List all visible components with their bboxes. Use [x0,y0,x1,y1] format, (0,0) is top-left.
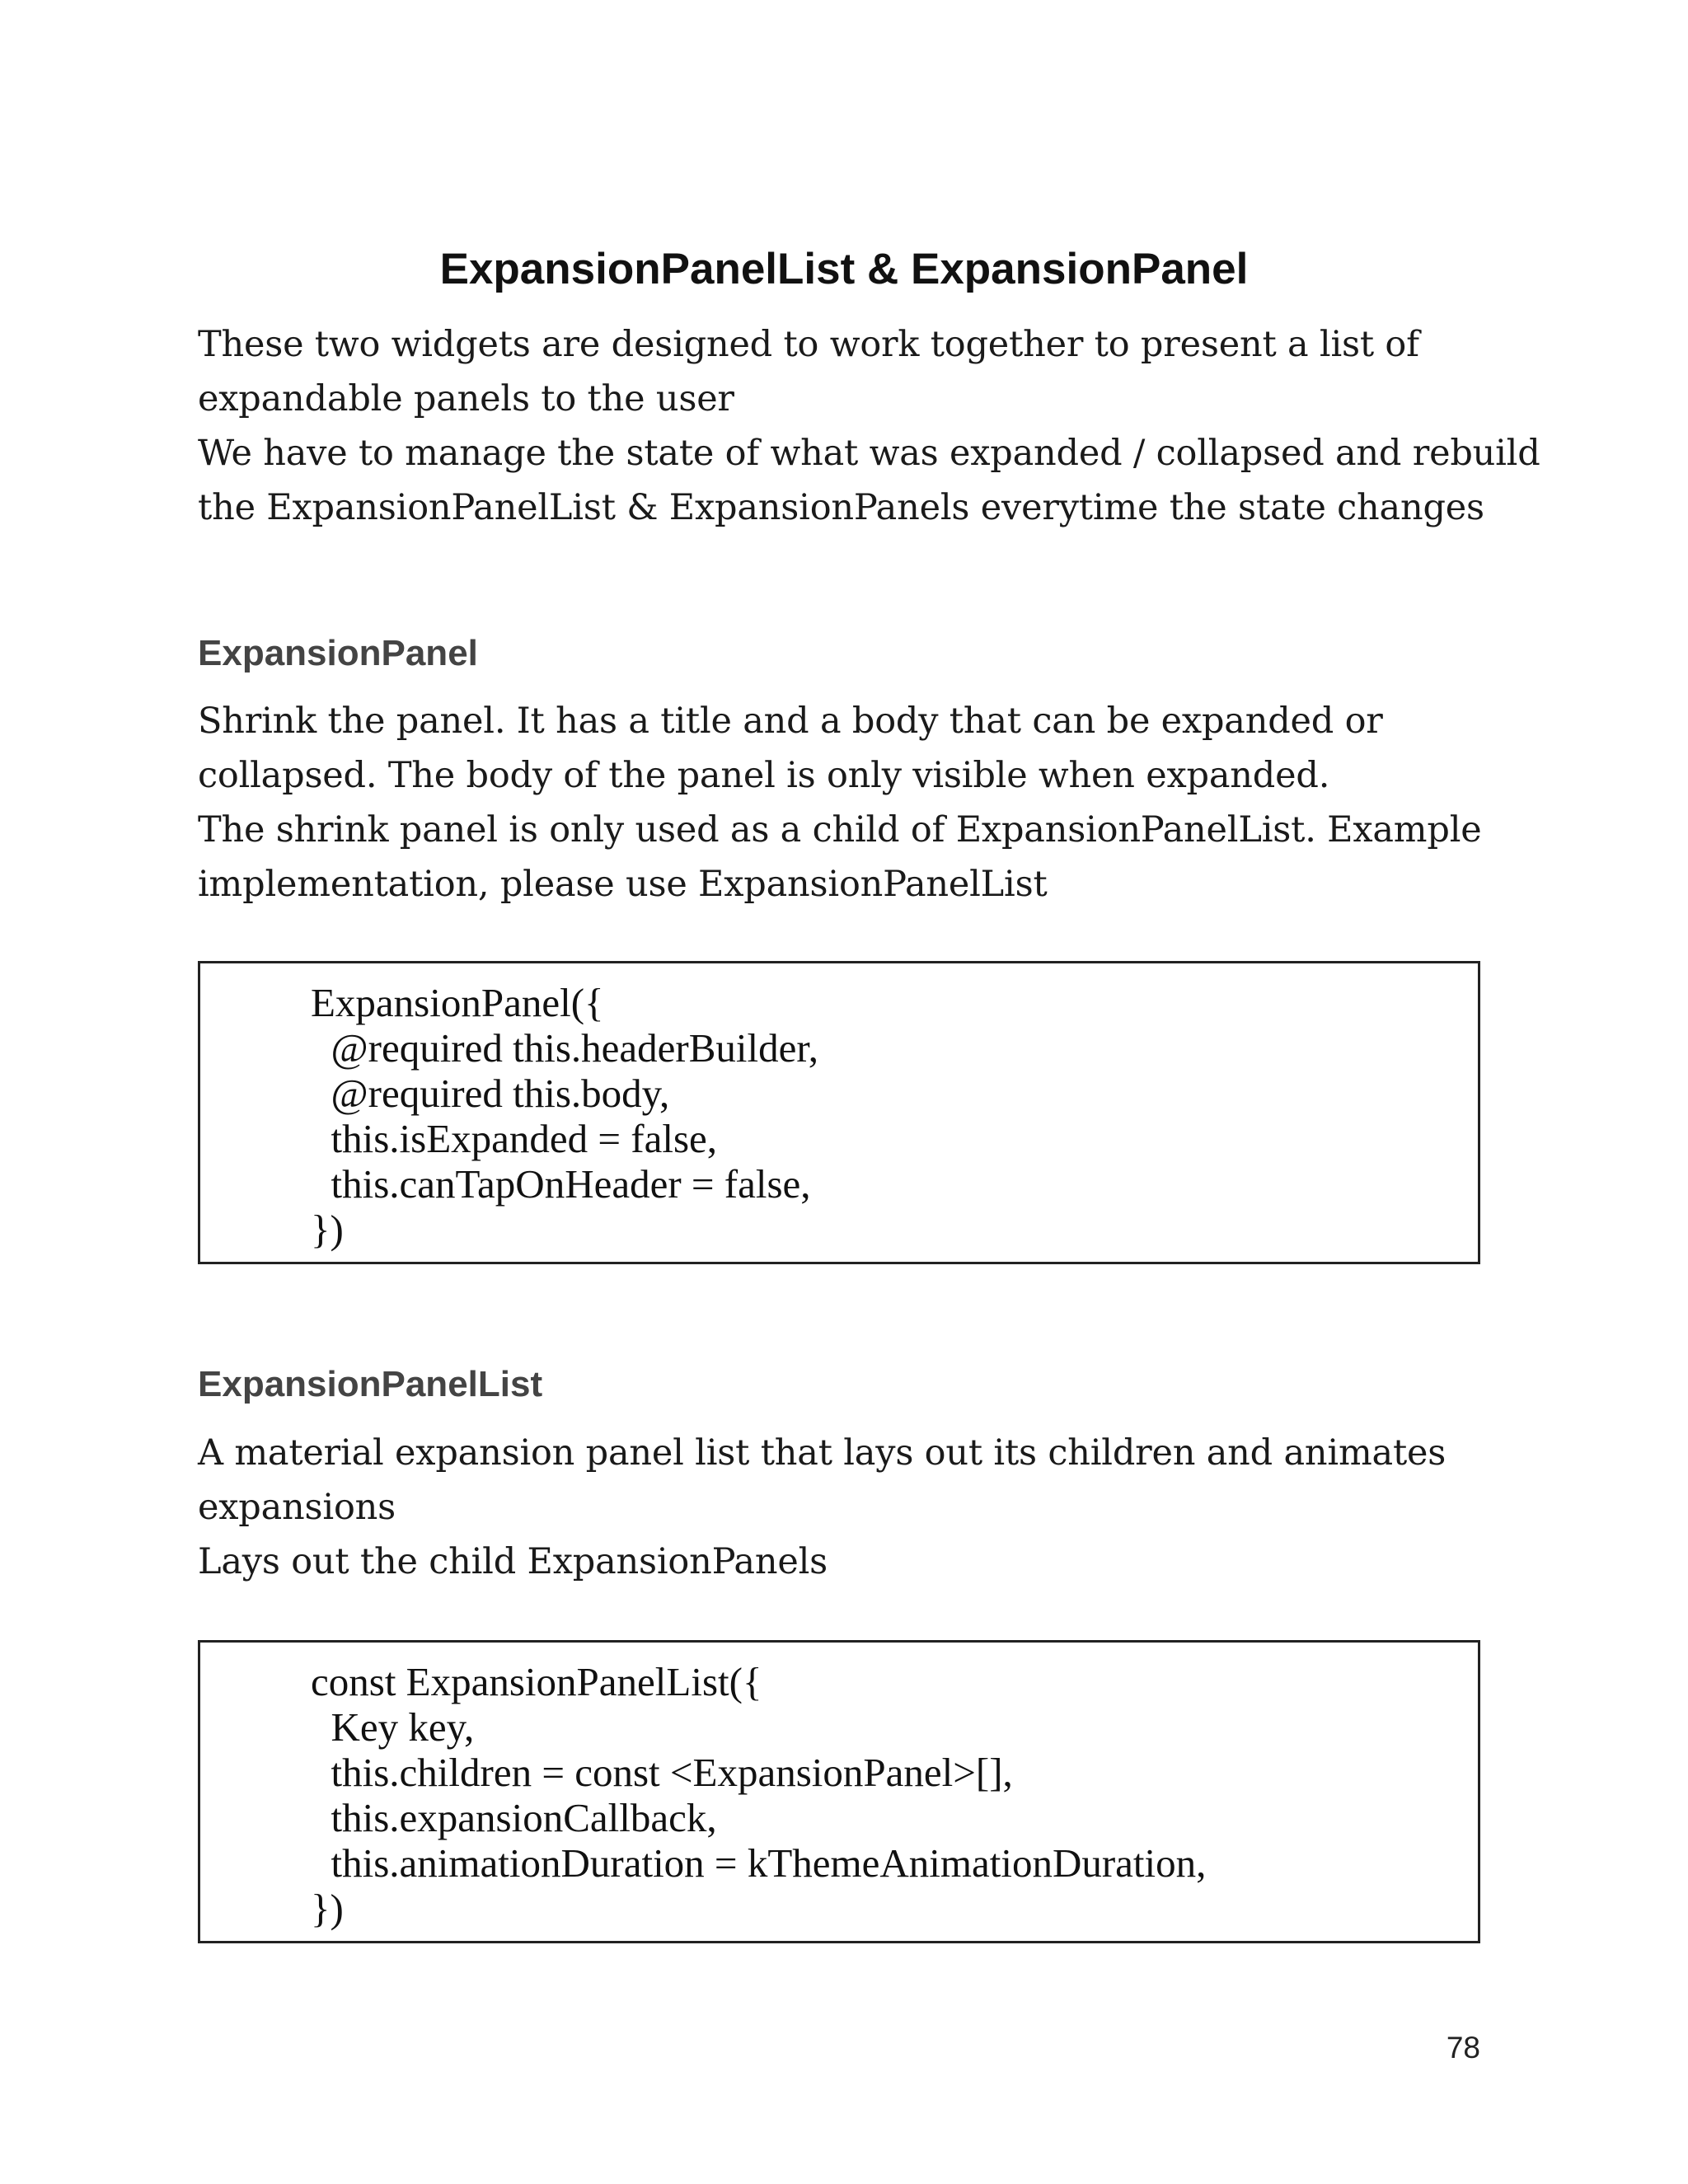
intro-line: These two widgets are designed to work together to present a list of [198,324,1419,365]
page-number: 78 [1446,2031,1480,2064]
page-title: ExpansionPanelList & ExpansionPanel [439,245,1249,293]
code-line: }) [311,1207,344,1252]
description-line: Shrink the panel. It has a title and a body that can be expanded or [198,701,1383,742]
expansion-panel-list-description [198,1426,1517,1589]
description-line: implementation, please use ExpansionPanelList [198,864,1048,905]
intro-line: We have to manage the state of what was expanded / collapsed and rebuild [198,433,1540,474]
code-line: Key key, [311,1704,475,1750]
code-block-expansion-panel-list [198,1640,1480,1943]
code-line: this.isExpanded = false, [311,1116,718,1161]
description-line: expansions [198,1487,396,1528]
intro-line: expandable panels to the user [198,378,734,419]
code-line: @required this.headerBuilder, [311,1025,818,1071]
code-line: this.canTapOnHeader = false, [311,1161,811,1207]
description-line: A material expansion panel list that lays out its children and animates [198,1432,1447,1474]
section-heading-expansion-panel: ExpansionPanel [198,633,478,673]
code-line: @required this.body, [311,1071,670,1116]
code-line: this.expansionCallback, [311,1795,717,1840]
code-line: ExpansionPanel({ [311,980,604,1025]
description-line: Lays out the child ExpansionPanels [198,1541,828,1582]
expansion-panel-description [198,694,1517,912]
code-line: const ExpansionPanelList({ [311,1659,762,1704]
code-line: this.children = const <ExpansionPanel>[], [311,1750,1013,1795]
section-heading-expansion-panel-list: ExpansionPanelList [198,1364,543,1404]
description-line: collapsed. The body of the panel is only visible when expanded. [198,755,1330,796]
code-block-expansion-panel [198,961,1480,1264]
intro-paragraph [198,317,1540,535]
intro-line: the ExpansionPanelList & ExpansionPanels everytime the state changes [198,487,1484,528]
code-line: this.animationDuration = kThemeAnimationDuration, [311,1840,1207,1886]
description-line: The shrink panel is only used as a child of ExpansionPanelList. Example [198,809,1482,851]
code-line: }) [311,1886,344,1931]
